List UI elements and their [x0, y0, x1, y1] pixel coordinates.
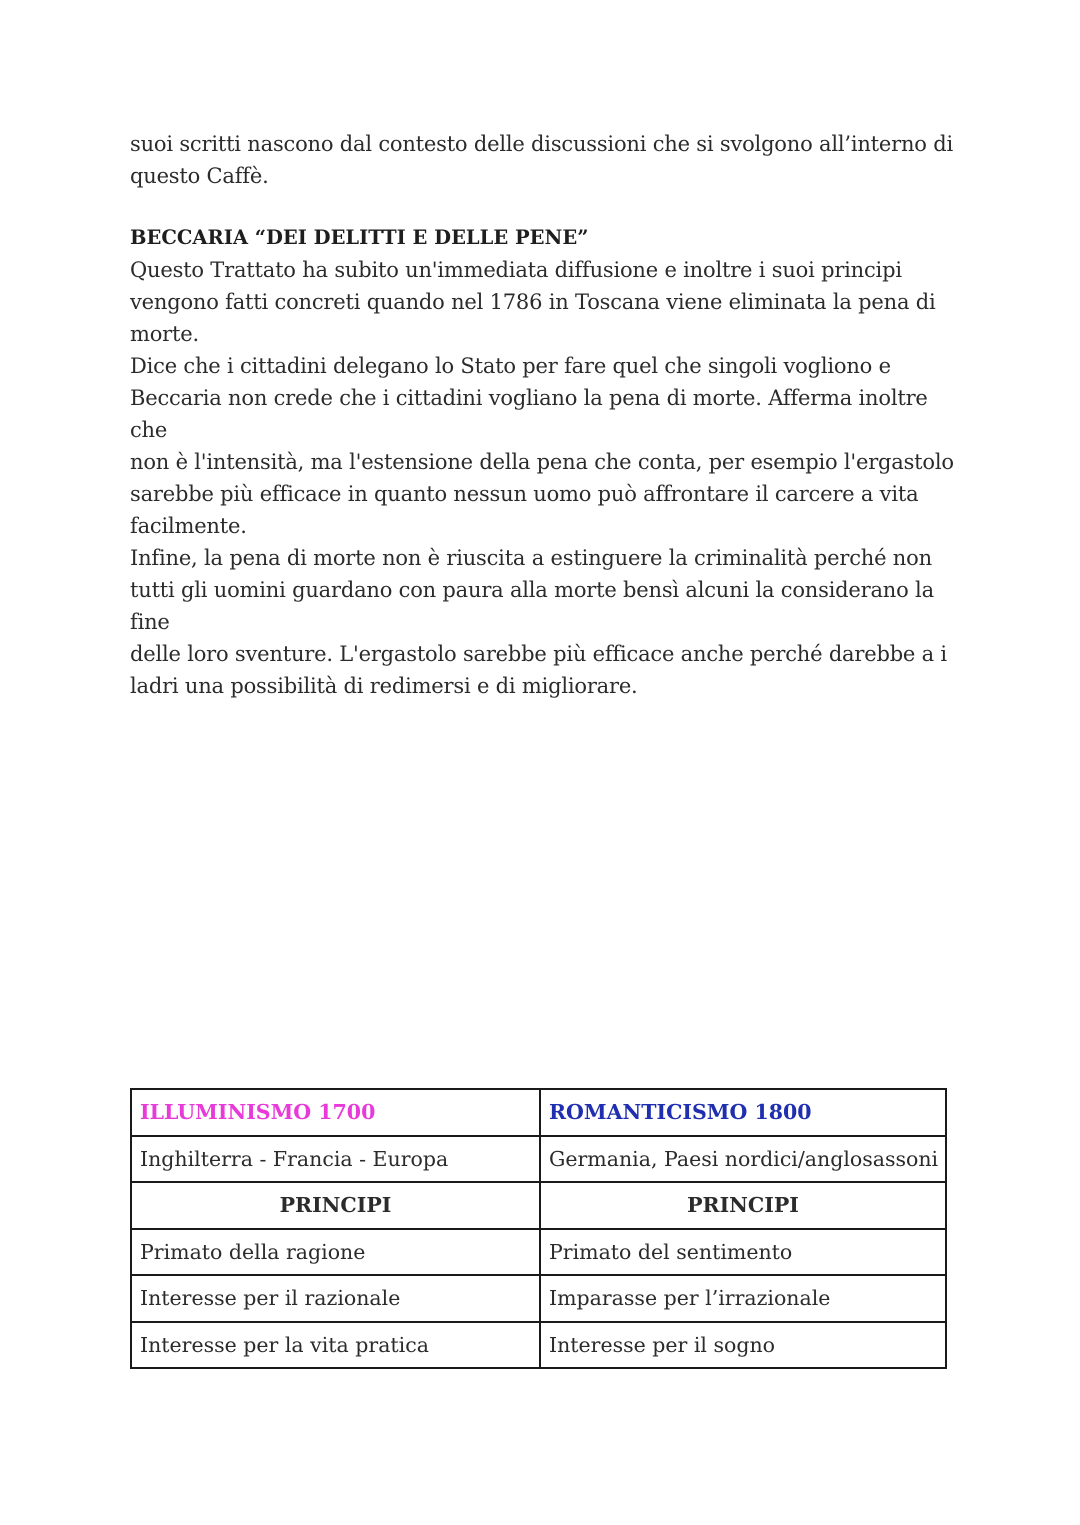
body-line: vengono fatti concreti quando nel 1786 in Toscana viene eliminata la pena di [130, 290, 936, 314]
principles-label-right: PRINCIPI [540, 1182, 946, 1229]
body-line: sarebbe più efficace in quanto nessun uomo può affrontare il carcere a vita [130, 482, 919, 506]
header-romanticismo: ROMANTICISMO 1800 [540, 1089, 946, 1136]
section-heading-beccaria: BECCARIA “DEI DELITTI E DELLE PENE” [130, 226, 589, 249]
body-paragraph [130, 254, 960, 350]
body-line: Infine, la pena di morte non è riuscita a estinguere la criminalità perché non [130, 546, 932, 570]
table-row [131, 1229, 946, 1276]
table-row-header [131, 1089, 946, 1136]
body-line: Beccaria non crede che i cittadini vogliano la pena di morte. Afferma inoltre che [130, 386, 928, 442]
header-illuminismo: ILLUMINISMO 1700 [131, 1089, 540, 1136]
table-cell-left: Interesse per il razionale [131, 1275, 540, 1322]
intro-paragraph [130, 128, 960, 192]
body-line: ladri una possibilità di redimersi e di migliorare. [130, 674, 638, 698]
body-line: delle loro sventure. L'ergastolo sarebbe più efficace anche perché darebbe a i [130, 642, 947, 666]
document-page [130, 128, 960, 702]
table-cell-right: Imparasse per l’irrazionale [540, 1275, 946, 1322]
table-cell-left: Primato della ragione [131, 1229, 540, 1276]
places-left: Inghilterra - Francia - Europa [131, 1136, 540, 1183]
body-line: facilmente. [130, 514, 247, 538]
body-paragraph [130, 542, 960, 702]
table-row-principles [131, 1182, 946, 1229]
table-cell-right: Interesse per il sogno [540, 1322, 946, 1369]
intro-line: suoi scritti nascono dal contesto delle discussioni che si svolgono all’interno di [130, 132, 953, 156]
beccaria-body [130, 254, 960, 702]
comparison-table [130, 1088, 947, 1369]
table-row-places [131, 1136, 946, 1183]
body-line: non è l'intensità, ma l'estensione della pena che conta, per esempio l'ergastolo [130, 450, 954, 474]
principles-label-left: PRINCIPI [131, 1182, 540, 1229]
table-cell-left: Interesse per la vita pratica [131, 1322, 540, 1369]
body-line: Questo Trattato ha subito un'immediata diffusione e inoltre i suoi principi [130, 258, 902, 282]
table-row [131, 1275, 946, 1322]
table-row [131, 1322, 946, 1369]
table-cell-right: Primato del sentimento [540, 1229, 946, 1276]
body-line: Dice che i cittadini delegano lo Stato per fare quel che singoli vogliono e [130, 354, 891, 378]
places-right: Germania, Paesi nordici/anglosassoni [540, 1136, 946, 1183]
body-line: tutti gli uomini guardano con paura alla morte bensì alcuni la considerano la fine [130, 578, 934, 634]
body-line: morte. [130, 322, 199, 346]
intro-line: questo Caffè. [130, 164, 269, 188]
body-paragraph [130, 350, 960, 542]
